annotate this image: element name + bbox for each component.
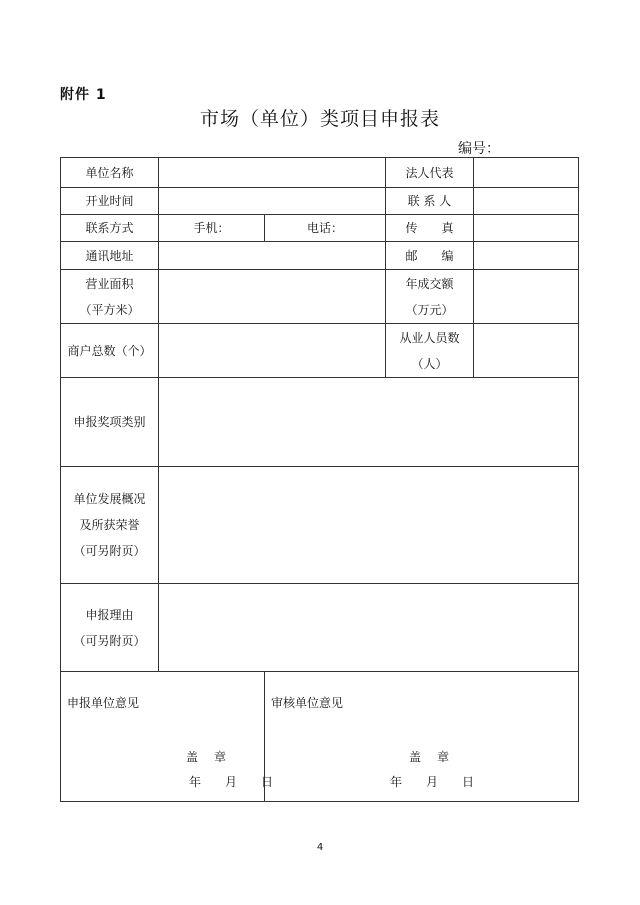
label-reason: [61, 584, 159, 672]
label-address: 通讯地址: [61, 242, 159, 270]
field-reason[interactable]: [159, 584, 579, 672]
field-area[interactable]: [159, 270, 386, 324]
label-award-category: 申报奖项类别: [61, 378, 159, 467]
page-number: 4: [316, 842, 324, 853]
attachment-label: 附件 1: [60, 87, 107, 103]
field-mobile[interactable]: 手机：: [159, 215, 265, 242]
label-overview-line1: 单位发展概况: [73, 492, 146, 506]
label-reason-line1: 申报理由: [85, 607, 134, 622]
field-award-category[interactable]: [159, 378, 579, 467]
row-overview: [61, 467, 579, 584]
application-form-table: [60, 157, 579, 802]
label-overview: [61, 467, 159, 584]
applicant-seal-label: 盖 章: [186, 750, 229, 764]
field-phone[interactable]: 电话：: [265, 215, 386, 242]
label-merchants: 商户总数（个）: [61, 324, 159, 378]
field-contact-person[interactable]: [474, 188, 579, 215]
field-overview[interactable]: [159, 467, 579, 584]
label-contact-person: 联 系 人: [386, 188, 474, 215]
row-address: [61, 242, 579, 270]
row-award-category: [61, 378, 579, 467]
label-staff: [386, 324, 474, 378]
field-postcode[interactable]: [474, 242, 579, 270]
review-date-label: 年 月 日: [390, 775, 475, 789]
review-opinion-label: 审核单位意见: [271, 696, 344, 710]
label-reason-line2: （可另附页）: [73, 633, 146, 648]
applicant-opinion-label: 申报单位意见: [67, 696, 140, 710]
field-address[interactable]: [159, 242, 386, 270]
field-fax[interactable]: [474, 215, 579, 242]
label-open-time: 开业时间: [61, 188, 159, 215]
label-area-line1: 营业面积: [85, 276, 134, 291]
field-turnover[interactable]: [474, 270, 579, 324]
page-title: 市场（单位）类项目申报表: [199, 108, 440, 130]
label-legal-rep: 法人代表: [386, 158, 474, 188]
label-contact-method: 联系方式: [61, 215, 159, 242]
row-reason: [61, 584, 579, 672]
field-legal-rep[interactable]: [474, 158, 579, 188]
review-opinion-cell[interactable]: [265, 672, 579, 802]
label-postcode: 邮 编: [386, 242, 474, 270]
row-opinions: [61, 672, 579, 802]
label-staff-line2: （人）: [411, 356, 448, 371]
serial-number-label: 编号：: [458, 141, 500, 157]
label-unit-name: 单位名称: [61, 158, 159, 188]
row-merchants: [61, 324, 579, 378]
applicant-opinion-cell[interactable]: [61, 672, 274, 802]
label-overview-line2: 及所获荣誉: [79, 518, 140, 532]
label-area: [61, 270, 159, 324]
label-turnover-line1: 年成交额: [405, 276, 454, 291]
label-staff-line1: 从业人员数: [399, 330, 460, 345]
label-turnover-line2: （万元）: [405, 302, 454, 317]
row-contact: [61, 215, 579, 242]
label-overview-line3: （可另附页）: [73, 544, 146, 558]
label-turnover: [386, 270, 474, 324]
field-unit-name[interactable]: [159, 158, 386, 188]
field-merchants[interactable]: [159, 324, 386, 378]
field-staff[interactable]: [474, 324, 579, 378]
review-seal-label: 盖 章: [409, 750, 452, 764]
field-open-time[interactable]: [159, 188, 386, 215]
applicant-date-label: 年 月 日: [189, 775, 274, 789]
label-area-line2: （平方米）: [79, 302, 140, 317]
label-fax: 传 真: [386, 215, 474, 242]
row-open-time: [61, 188, 579, 215]
row-area: [61, 270, 579, 324]
row-unit-name: [61, 158, 579, 188]
